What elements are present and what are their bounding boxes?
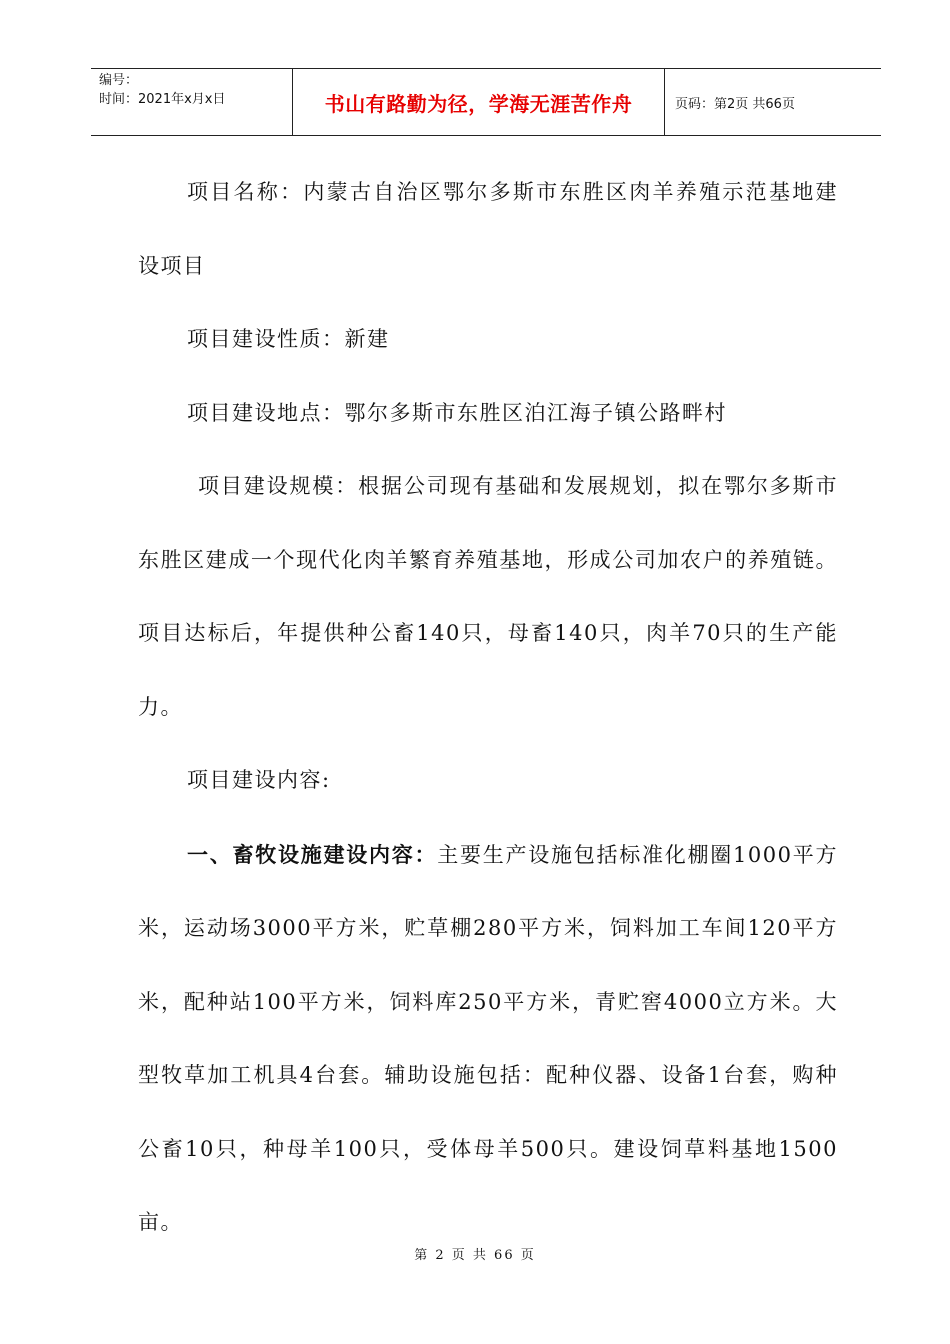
project-nature-paragraph: 项目建设性质：新建: [187, 327, 390, 351]
project-location-paragraph: 项目建设地点：鄂尔多斯市东胜区泊江海子镇公路畔村: [187, 400, 727, 425]
header-motto: 书山有路勤为径，学海无涯苦作舟: [293, 69, 665, 135]
facility-construction-text: 主要生产设施包括标准化棚圈1000平方米，运动场3000平方米，贮草棚280平方米，饲料加工车间120平方米，配种站100平方米，饲料库250平方米，青贮窖4000立方米。大型牧草加工机具4台套。辅助设施包括：配种仪器、设备1台套，购种公畜10只，种母羊100只，受体母羊500只。建设饲草料基地1500亩。: [138, 842, 839, 1234]
facility-construction-paragraph: [138, 818, 838, 1260]
header-page-code: 页码：第2页 共66页: [675, 96, 795, 112]
project-content-heading: 项目建设内容:: [187, 768, 331, 792]
project-name-paragraph: 项目名称：内蒙古自治区鄂尔多斯市东胜区肉羊养殖示范基地建设项目: [138, 180, 838, 278]
document-body: [138, 156, 838, 1260]
page-footer: 第 2 页 共 66 页: [414, 1248, 536, 1263]
page-header: [91, 68, 881, 136]
header-meta-cell: [91, 69, 293, 135]
serial-label: 编号：: [99, 73, 139, 88]
time-label: 时间：2021年x月x日: [99, 92, 226, 107]
project-scale-paragraph: 项目建设规模：根据公司现有基础和发展规划，拟在鄂尔多斯市东胜区建成一个现代化肉羊繁育养殖基地，形成公司加农户的养殖链。项目达标后，年提供种公畜140只，母畜140只，肉羊70只的生产能力。: [138, 474, 838, 719]
facility-construction-heading: 一、畜牧设施建设内容：: [187, 841, 438, 867]
